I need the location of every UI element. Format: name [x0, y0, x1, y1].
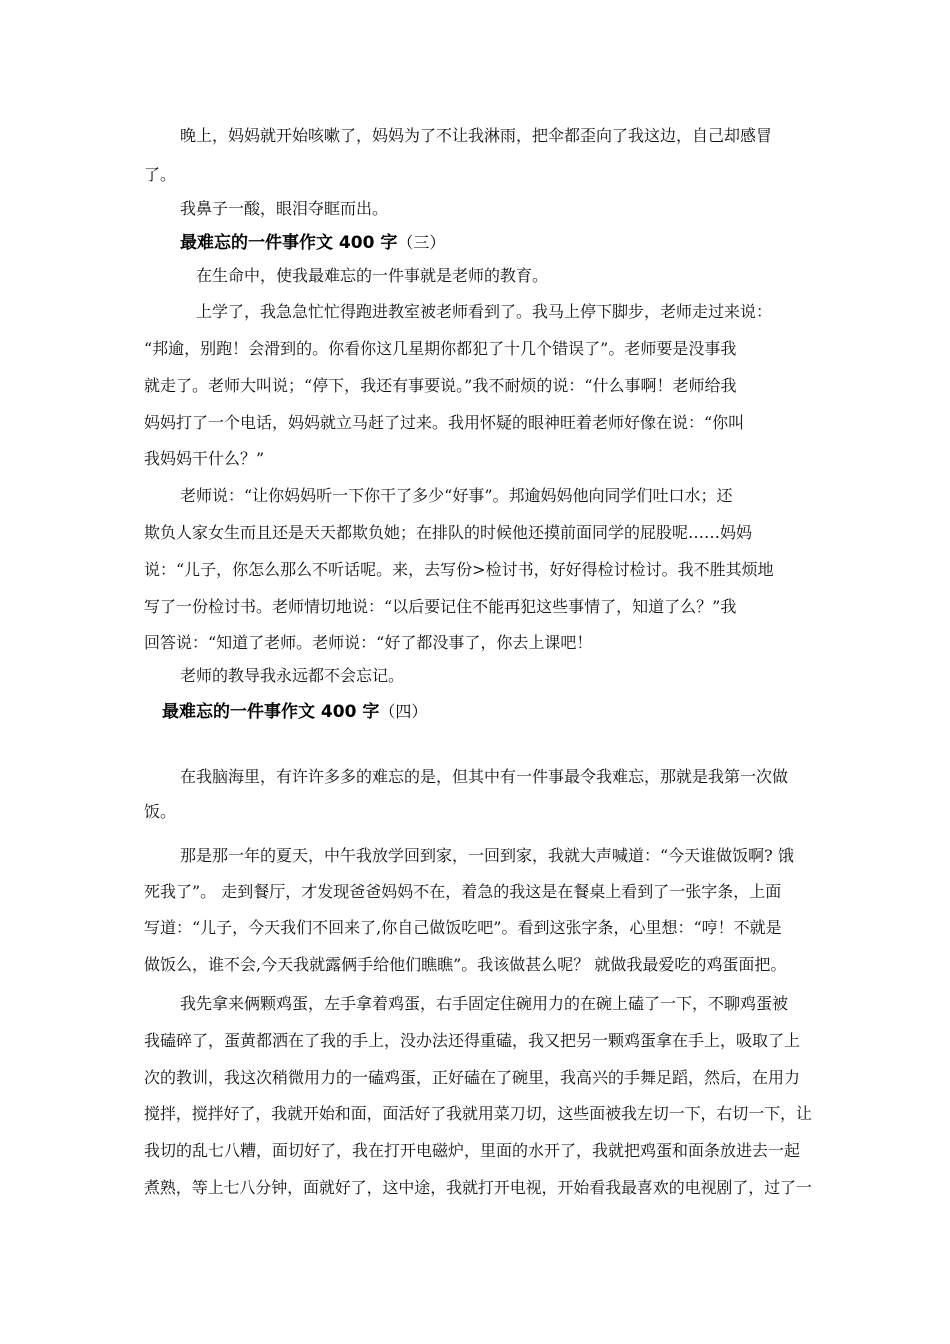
paragraph-line: 老师说：“让你妈妈听一下你干了多少“好事”。邦逾妈妈他向同学们吐口水；还 — [180, 486, 733, 505]
essay-heading — [180, 232, 445, 254]
essay-heading-title: 最难忘的一件事作文 400 字 — [162, 702, 380, 722]
paragraph-line: 我鼻子一酸，眼泪夺眶而出。 — [180, 199, 389, 218]
essay-heading-title: 最难忘的一件事作文 400 字 — [180, 233, 398, 253]
paragraph-line: 上学了，我急急忙忙得跑进教室被老师看到了。我马上停下脚步，老师走过来说： — [196, 302, 773, 321]
paragraph-line: 了。 — [144, 165, 177, 184]
paragraph-line: 煮熟，等上七八分钟，面就好了，这中途，我就打开电视，开始看我最喜欢的电视剧了，过了一 — [144, 1178, 812, 1197]
paragraph-line: 死我了”。 走到餐厅，才发现爸爸妈妈不在，着急的我这是在餐桌上看到了一张字条，上面 — [144, 882, 782, 901]
paragraph-line: 老师的教导我永远都不会忘记。 — [180, 666, 405, 685]
paragraph-line: 写了一份检讨书。老师情切地说：“以后要记住不能再犯这些事情了，知道了么？”我 — [144, 597, 737, 616]
paragraph-line: 回答说：“知道了老师。老师说：“好了都没事了，你去上课吧！ — [144, 633, 593, 652]
paragraph-line: 那是那一年的夏天，中午我放学回到家，一回到家，我就大声喊道：“今天谁做饭啊? 饿 — [180, 846, 794, 865]
paragraph-line: 晚上，妈妈就开始咳嗽了，妈妈为了不让我淋雨，把伞都歪向了我这边，自己却感冒 — [180, 126, 773, 145]
paragraph-line: 我切的乱七八糟，面切好了，我在打开电磁炉，里面的水开了，我就把鸡蛋和面条放进去一起 — [144, 1141, 801, 1160]
paragraph-line: 就走了。老师大叫说；“停下，我还有事要说。”我不耐烦的说：“什么事啊！老师给我 — [144, 376, 737, 395]
paragraph-line: 在我脑海里，有许许多多的难忘的是，但其中有一件事最令我难忘，那就是我第一次做 — [180, 767, 789, 786]
paragraph-line: 欺负人家女生而且还是天天都欺负她；在排队的时候他还摸前面同学的屁股呢……妈妈 — [144, 523, 753, 542]
paragraph-line: 次的教训，我这次稍微用力的一磕鸡蛋，正好磕在了碗里，我高兴的手舞足蹈，然后，在用力 — [144, 1068, 801, 1087]
paragraph-line: 饭。 — [144, 802, 177, 821]
paragraph-line: 写道：“儿子，今天我们不回来了,你自己做饭吃吧”。看到这张字条，心里想：“哼！不就是 — [144, 918, 782, 937]
essay-heading-number: （三） — [397, 233, 446, 252]
paragraph-line: 说：“儿子，你怎么那么不听话呢。来，去写份>检讨书，好好得检讨检讨。我不胜其烦地 — [144, 560, 774, 579]
paragraph-line: 搅拌，搅拌好了，我就开始和面，面活好了我就用菜刀切，这些面被我左切一下，右切一下，让 — [144, 1104, 812, 1123]
essay-heading — [162, 701, 427, 723]
paragraph-line: 在生命中，使我最难忘的一件事就是老师的教育。 — [196, 266, 549, 285]
paragraph-line: 做饭么，谁不会,今天我就露俩手给他们瞧瞧”。我该做甚么呢？ 就做我最爱吃的鸡蛋面把。 — [144, 955, 787, 974]
essay-heading-number: （四） — [379, 702, 428, 721]
paragraph-line: 我先拿来俩颗鸡蛋，左手拿着鸡蛋，右手固定住碗用力的在碗上磕了一下，不聊鸡蛋被 — [180, 994, 789, 1013]
paragraph-line: 我妈妈干什么？” — [144, 449, 265, 468]
paragraph-line: “邦逾，别跑！会滑到的。你看你这几星期你都犯了十几个错误了”。老师要是没事我 — [144, 339, 737, 358]
paragraph-line: 我磕碎了，蛋黄都洒在了我的手上，没办法还得重磕，我又把另一颗鸡蛋拿在手上，吸取了上 — [144, 1031, 801, 1050]
paragraph-line: 妈妈打了一个电话，妈妈就立马赶了过来。我用怀疑的眼神旺着老师好像在说：“你叫 — [144, 413, 745, 432]
